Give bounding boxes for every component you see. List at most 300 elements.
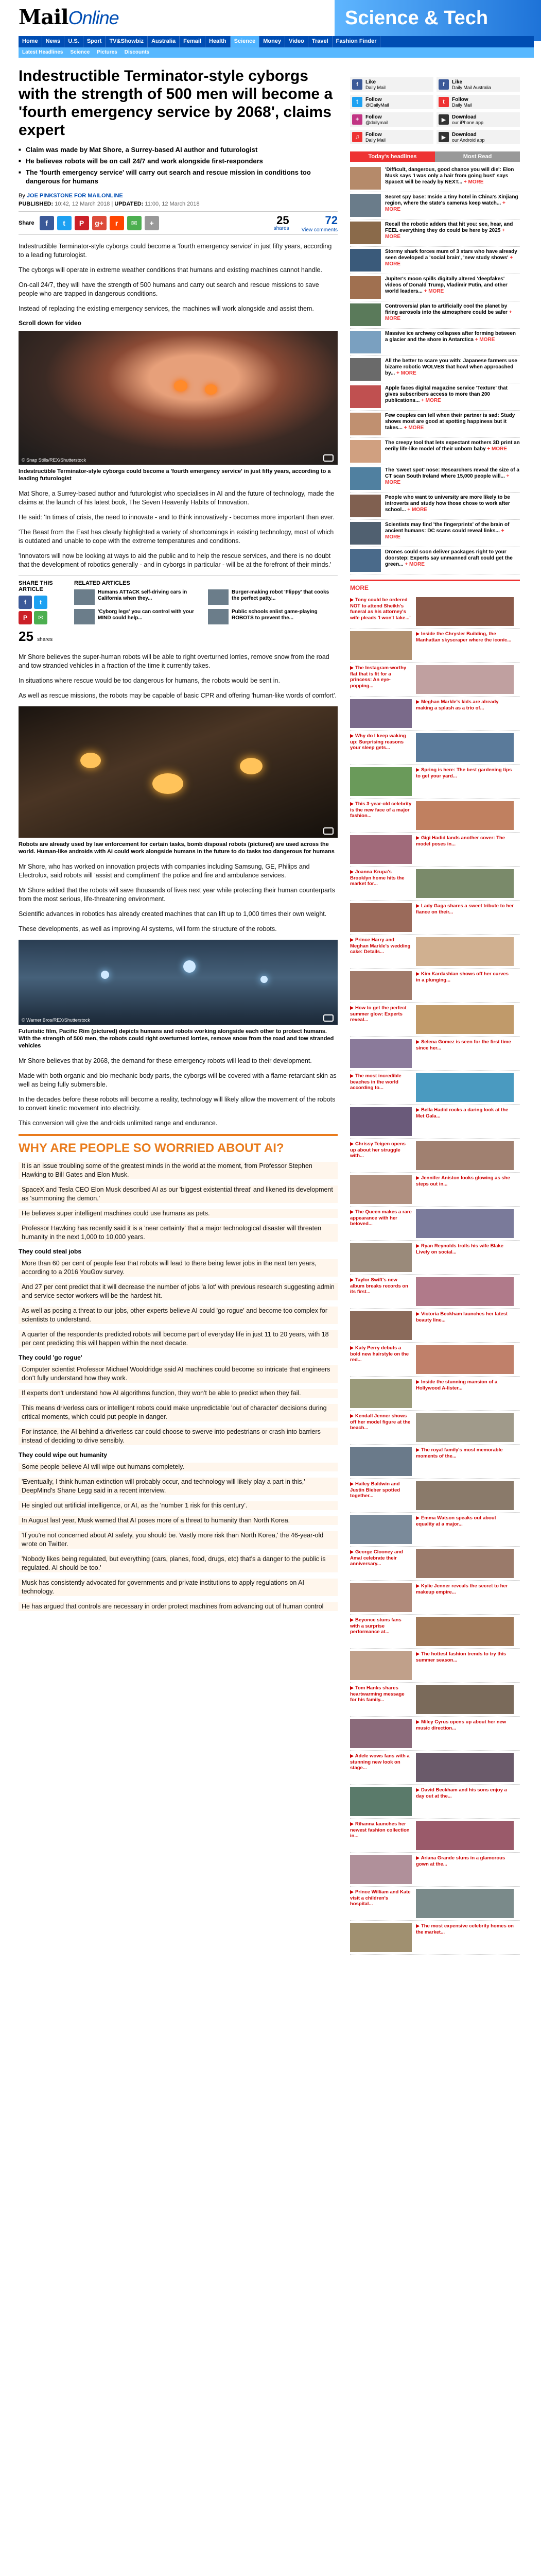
more-item-text[interactable] <box>350 1141 412 1170</box>
social-follow-item[interactable] <box>350 130 433 144</box>
headline-more-link[interactable]: + MORE <box>407 507 427 513</box>
headline-more-link[interactable]: + MORE <box>487 446 507 452</box>
more-item-thumbnail[interactable] <box>416 733 514 762</box>
headline-text[interactable]: People who want to university are more likely to be introverts and study how those chose to work after school... + MORE <box>385 495 510 513</box>
more-item-text[interactable] <box>350 597 412 625</box>
more-item[interactable] <box>350 833 520 867</box>
headline-thumbnail[interactable] <box>350 522 381 545</box>
headline-text[interactable]: Scientists may find 'the fingerprints' of the brain of ancient humans: DC scans could reveal links... + MORE <box>385 522 510 540</box>
social-account: our Android app <box>452 137 485 143</box>
headline-thumbnail[interactable] <box>350 385 381 408</box>
headline-more-link[interactable]: + MORE <box>475 337 495 343</box>
tab-todays-headlines[interactable]: Today's headlines <box>350 151 435 162</box>
share-label: Share <box>19 220 34 226</box>
more-item-title[interactable]: Prince William and Kate visit a children's hospital... <box>350 1889 411 1907</box>
camera-icon[interactable] <box>323 1014 334 1022</box>
more-item-title[interactable]: Ryan Reynolds trolls his wife Blake Lively on social... <box>416 1243 503 1255</box>
more-item-text[interactable] <box>350 1277 412 1306</box>
headline-more-link[interactable]: + MORE <box>385 228 505 240</box>
more-item-thumbnail[interactable] <box>416 1073 514 1102</box>
more-item-text[interactable] <box>350 1617 412 1646</box>
more-item-thumbnail[interactable] <box>416 1821 514 1850</box>
camera-icon[interactable] <box>323 454 334 462</box>
headline-text[interactable]: Drones could soon deliver packages right to your doorstep: Experts say unmanned craft could get the green... + MORE <box>385 549 513 567</box>
more-item-text[interactable] <box>416 767 514 795</box>
more-item[interactable] <box>350 935 520 969</box>
more-item-text[interactable] <box>416 1447 514 1476</box>
headline-thumbnail[interactable] <box>350 167 381 190</box>
share-count-number: 25 <box>276 214 289 227</box>
social-follow-item[interactable] <box>350 77 433 92</box>
subnav-item-latest-headlines[interactable]: Latest Headlines <box>22 49 63 55</box>
headline-item[interactable] <box>350 329 520 356</box>
social-action: Follow <box>452 96 468 103</box>
nav-item-sport[interactable]: Sport <box>83 36 106 47</box>
more-item-text[interactable] <box>350 1889 412 1918</box>
more-item-text[interactable] <box>350 1413 412 1442</box>
more-item[interactable] <box>350 1649 520 1683</box>
author-link[interactable]: JOE PINKSTONE FOR MAILONLINE <box>26 193 123 199</box>
more-item-text[interactable] <box>416 631 514 659</box>
nav-item-travel[interactable]: Travel <box>308 36 333 47</box>
headline-more-link[interactable]: + MORE <box>421 398 441 403</box>
more-item-title[interactable]: Gigi Hadid lands another cover: The model poses in... <box>416 835 505 847</box>
social-follow-item[interactable] <box>437 112 520 127</box>
comment-count[interactable] <box>302 214 338 233</box>
headline-more-link[interactable]: + MORE <box>385 255 513 267</box>
related-article[interactable] <box>74 609 204 624</box>
more-item-thumbnail[interactable] <box>350 835 412 864</box>
more-item[interactable] <box>350 1173 520 1207</box>
headline-text[interactable]: 'Difficult, dangerous, good chance you will die': Elon Musk says 'I was only a hair from going bust' says SpaceX will be ready by NEXT... + MORE <box>385 167 514 185</box>
more-item-thumbnail[interactable] <box>350 1107 412 1136</box>
robots-photo[interactable] <box>19 706 338 838</box>
more-item-thumbnail[interactable] <box>416 1617 514 1646</box>
nav-item-australia[interactable]: Australia <box>148 36 180 47</box>
more-item-title[interactable]: Katy Perry debuts a bold new hairstyle on the red... <box>350 1345 409 1363</box>
more-item[interactable] <box>350 697 520 731</box>
related-article[interactable] <box>208 609 338 624</box>
headline-item[interactable] <box>350 247 520 274</box>
headline-thumbnail[interactable] <box>350 276 381 299</box>
more-item-thumbnail[interactable] <box>350 1583 412 1612</box>
more-item-title[interactable]: Tony could be ordered NOT to attend Sheikh's funeral as his attorney's wife pleads 'I won't take...' <box>350 597 411 621</box>
cyborg-photo[interactable] <box>19 331 338 465</box>
more-item-title[interactable]: Tom Hanks shares heartwarming message for his family... <box>350 1685 405 1703</box>
headline-more-link[interactable]: + MORE <box>405 562 425 567</box>
more-item[interactable] <box>350 629 520 663</box>
more-item-text[interactable] <box>416 1923 514 1952</box>
more-item-text[interactable] <box>416 971 514 999</box>
more-item-title[interactable]: Hailey Baldwin and Justin Bieber spotted together... <box>350 1481 400 1499</box>
more-item-text[interactable] <box>350 1209 412 1238</box>
social-follow-item[interactable] <box>437 95 520 109</box>
more-item[interactable] <box>350 1683 520 1717</box>
photo-credit: © Warner Bros/REX/Shutterstock <box>22 1018 90 1023</box>
headline-text[interactable]: All the better to scare you with: Japanese farmers use bizarre robotic WOLVES that howl when approached by... + MORE <box>385 358 517 376</box>
headline-thumbnail[interactable] <box>350 440 381 463</box>
headline-thumbnail[interactable] <box>350 413 381 435</box>
more-item[interactable] <box>350 595 520 629</box>
nav-item-money[interactable]: Money <box>259 36 285 47</box>
facebook-icon[interactable]: f <box>40 216 54 230</box>
nav-item-u-s-[interactable]: U.S. <box>64 36 83 47</box>
headline-thumbnail[interactable] <box>350 495 381 517</box>
more-item-text[interactable] <box>416 1311 514 1340</box>
more-item-text[interactable] <box>416 1175 514 1204</box>
email-icon[interactable]: ✉ <box>127 216 142 230</box>
more-item-thumbnail[interactable] <box>350 1447 412 1476</box>
more-item-text[interactable] <box>416 1787 514 1816</box>
more-item-title[interactable]: Kim Kardashian shows off her curves in a plunging... <box>416 971 509 983</box>
more-item-thumbnail[interactable] <box>350 1379 412 1408</box>
article-paragraph: This means driverless cars or intelligent robots could make unpredictable 'out of character' decisions during critical moments, which could put people in danger. <box>19 1404 338 1421</box>
more-item-text[interactable] <box>350 869 412 897</box>
more-item-title[interactable]: Spring is here: The best gardening tips to get your yard... <box>416 767 512 779</box>
more-item-title[interactable]: Lady Gaga shares a sweet tribute to her fiance on their... <box>416 903 514 915</box>
camera-icon[interactable] <box>323 827 334 835</box>
related-title[interactable]: Public schools enlist game-playing ROBOTS to prevent the... <box>232 609 318 621</box>
more-item-thumbnail[interactable] <box>350 1651 412 1680</box>
headline-text[interactable]: Stormy shark forces mum of 3 stars who have already seen developed a 'social brain', 'new study shows' + MORE <box>385 249 517 267</box>
headline-text[interactable]: Apple faces digital magazine service 'Texture' that gives subscribers access to more than 200 publications... + MORE <box>385 385 508 403</box>
more-item-thumbnail[interactable] <box>350 1787 412 1816</box>
more-item-text[interactable] <box>416 1583 514 1612</box>
related-title[interactable]: Humans ATTACK self-driving cars in California when they... <box>98 589 187 601</box>
headline-thumbnail[interactable] <box>350 331 381 353</box>
more-item-title[interactable]: Chrissy Teigen opens up about her struggle with... <box>350 1141 406 1159</box>
more-item-thumbnail[interactable] <box>416 1481 514 1510</box>
more-item-thumbnail[interactable] <box>416 1549 514 1578</box>
more-item-text[interactable] <box>350 1549 412 1578</box>
more-item-title[interactable]: Adele wows fans with a stunning new look on stage... <box>350 1753 410 1771</box>
more-item[interactable] <box>350 765 520 799</box>
more-item[interactable] <box>350 1921 520 1955</box>
tab-most-read[interactable]: Most Read <box>435 151 520 162</box>
more-item-text[interactable] <box>416 1719 514 1748</box>
social-text <box>452 97 472 108</box>
article-paragraph: He has argued that controls are necessary in order protect machines from advancing out of human control <box>19 1602 338 1611</box>
more-item-title[interactable]: Inside the stunning mansion of a Hollywood A-lister... <box>416 1379 498 1391</box>
social-follow-item[interactable] <box>350 95 433 109</box>
related-article[interactable] <box>208 589 338 605</box>
more-item-thumbnail[interactable] <box>350 1039 412 1068</box>
more-item-thumbnail[interactable] <box>350 1311 412 1340</box>
more-item-text[interactable] <box>416 1651 514 1680</box>
more-item-thumbnail[interactable] <box>350 903 412 932</box>
nav-item-tv-showbiz[interactable]: TV&Showbiz <box>106 36 148 47</box>
googleplus-icon[interactable]: g+ <box>92 216 107 230</box>
headline-item[interactable] <box>350 493 520 520</box>
more-item-text[interactable] <box>416 1243 514 1272</box>
more-item-title[interactable]: Rihanna launches her newest fashion collection in... <box>350 1821 410 1839</box>
subnav-item-discounts[interactable]: Discounts <box>124 49 150 55</box>
headline-text[interactable]: Secret spy base: Inside a tiny hotel in China's Xinjiang region, where the state's cameras keep watch... + MORE <box>385 194 518 212</box>
more-item-title[interactable]: Jennifer Aniston looks glowing as she steps out in... <box>416 1175 510 1187</box>
more-item[interactable] <box>350 1003 520 1037</box>
more-item-thumbnail[interactable] <box>350 767 412 796</box>
headline-more-link[interactable]: + MORE <box>463 179 484 185</box>
article-paragraph: Instead of replacing the existing emergency services, the machines will work alongside and assist them. <box>19 305 314 312</box>
more-item-thumbnail[interactable] <box>416 869 514 898</box>
more-item-thumbnail[interactable] <box>350 1515 412 1544</box>
related-title[interactable]: Burger-making robot 'Flippy' that cooks the perfect patty... <box>232 589 329 601</box>
more-item-thumbnail[interactable] <box>416 1685 514 1714</box>
email-icon[interactable]: ✉ <box>34 611 47 624</box>
headline-item[interactable] <box>350 383 520 411</box>
masthead <box>0 0 541 67</box>
more-item[interactable] <box>350 731 520 765</box>
facebook-icon[interactable]: f <box>19 596 32 609</box>
more-item-title[interactable]: Joanna Krupa's Brooklyn home hits the market for... <box>350 869 405 887</box>
more-item-title[interactable]: This 3-year-old celebrity is the new face of a major fashion... <box>350 801 412 819</box>
more-item-text[interactable] <box>416 1039 514 1067</box>
more-item-title[interactable]: George Clooney and Amal celebrate their anniversary... <box>350 1549 403 1567</box>
cyborg-eye-right <box>205 384 217 395</box>
more-item-title[interactable]: Beyonce stuns fans with a surprise performance at... <box>350 1617 402 1635</box>
more-item[interactable] <box>350 1275 520 1309</box>
nav-item-home[interactable]: Home <box>19 36 42 47</box>
more-item-text[interactable] <box>350 1753 412 1782</box>
article-paragraph: Some people believe AI will wipe out humans completely. <box>19 1463 338 1471</box>
pacific-rim-photo[interactable] <box>19 940 338 1025</box>
more-item-title[interactable]: The most expensive celebrity homes on the market... <box>416 1923 514 1935</box>
more-share-icon[interactable]: + <box>145 216 159 230</box>
pinterest-icon[interactable]: P <box>75 216 89 230</box>
social-follow-item[interactable] <box>350 112 433 127</box>
more-item-text[interactable] <box>416 835 514 863</box>
headline-item[interactable] <box>350 274 520 301</box>
more-item-title[interactable]: Meghan Markle's kids are already making a splash as a trio of... <box>416 699 499 711</box>
more-item-thumbnail[interactable] <box>416 665 514 694</box>
more-item-thumbnail[interactable] <box>350 1719 412 1748</box>
nav-item-health[interactable]: Health <box>205 36 231 47</box>
more-item-title[interactable]: Miley Cyrus opens up about her new music direction... <box>416 1719 507 1731</box>
more-item[interactable] <box>350 1513 520 1547</box>
more-item[interactable] <box>350 1819 520 1853</box>
related-thumbnail[interactable] <box>74 609 95 624</box>
more-item[interactable] <box>350 1241 520 1275</box>
headline-item[interactable] <box>350 165 520 192</box>
more-item[interactable] <box>350 1853 520 1887</box>
headline-more-link[interactable]: + MORE <box>385 528 504 540</box>
headline-text[interactable]: The creepy tool that lets expectant mothers 3D print an eerily life-like model of their unborn baby + MORE <box>385 440 520 452</box>
more-item-text[interactable] <box>350 1005 412 1033</box>
more-item-thumbnail[interactable] <box>416 1889 514 1918</box>
photo-credit: © Snap Stills/REX/Shutterstock <box>22 457 86 463</box>
headline-thumbnail[interactable] <box>350 549 381 572</box>
related-title[interactable]: 'Cyborg legs' you can control with your MIND could help... <box>98 609 194 621</box>
twitter-icon[interactable]: t <box>57 216 72 230</box>
headline-more-link[interactable]: + MORE <box>404 425 424 431</box>
more-item[interactable] <box>350 1343 520 1377</box>
more-item[interactable] <box>350 1207 520 1241</box>
more-item-text[interactable] <box>350 1345 412 1374</box>
headline-thumbnail[interactable] <box>350 467 381 490</box>
headline-text[interactable]: Recall the robotic adders that hit you: see, hear, and FEEL everything they do could be here by 2025 + MORE <box>385 222 513 240</box>
nav-item-news[interactable]: News <box>42 36 65 47</box>
more-item-title[interactable]: The hottest fashion trends to try this summer season... <box>416 1651 507 1663</box>
article-paragraph: Mr Shore believes the super-human robots will be able to right overturned lorries, remove snow from the road and tow stranded vehicles in a fraction of the time it currently takes. <box>19 653 329 669</box>
related-thumbnail[interactable] <box>208 589 229 605</box>
more-item[interactable] <box>350 1139 520 1173</box>
headline-thumbnail[interactable] <box>350 194 381 217</box>
more-item-thumbnail[interactable] <box>416 597 514 626</box>
headline-more-link[interactable]: + MORE <box>424 289 444 294</box>
more-item[interactable] <box>350 1785 520 1819</box>
more-item-text[interactable] <box>350 733 412 761</box>
headline-text[interactable]: The 'sweet spot' nose: Researchers reveal the size of a CT scan South Ireland where 15,000 people will... + MORE <box>385 467 519 485</box>
headline-thumbnail[interactable] <box>350 249 381 272</box>
more-item-title[interactable]: Bella Hadid rocks a daring look at the Met Gala... <box>416 1107 509 1119</box>
more-item[interactable] <box>350 799 520 833</box>
more-item-thumbnail[interactable] <box>416 801 514 830</box>
related-thumbnail[interactable] <box>74 589 95 605</box>
nav-item-video[interactable]: Video <box>285 36 308 47</box>
more-item[interactable] <box>350 1071 520 1105</box>
more-item[interactable] <box>350 1411 520 1445</box>
more-item-text[interactable] <box>350 1481 412 1510</box>
more-item[interactable] <box>350 1887 520 1921</box>
headline-more-link[interactable]: + MORE <box>385 473 510 485</box>
headline-more-link[interactable]: + MORE <box>385 310 512 321</box>
social-follow-item[interactable] <box>437 77 520 92</box>
headline-text[interactable]: Massive ice archway collapses after forming between a glacier and the shore in Antarctica + MORE <box>385 331 516 343</box>
social-action: Follow <box>365 131 382 138</box>
section-banner: Science & Tech <box>335 0 541 41</box>
more-item-thumbnail[interactable] <box>350 1243 412 1272</box>
more-item-thumbnail[interactable] <box>416 937 514 966</box>
more-item-thumbnail[interactable] <box>416 1209 514 1238</box>
more-item-text[interactable] <box>416 903 514 931</box>
article-body-3 <box>19 653 338 700</box>
more-item-title[interactable]: Selena Gomez is seen for the first time since her... <box>416 1039 511 1051</box>
more-item-thumbnail[interactable] <box>416 1277 514 1306</box>
more-item[interactable] <box>350 1105 520 1139</box>
nav-item-fashion-finder[interactable]: Fashion Finder <box>333 36 381 47</box>
more-item[interactable] <box>350 1717 520 1751</box>
twitter-icon[interactable]: t <box>34 596 47 609</box>
headline-text[interactable]: Controversial plan to artificially cool the planet by firing aerosols into the atmosphere could be safer + MORE <box>385 303 512 321</box>
headline-thumbnail[interactable] <box>350 358 381 381</box>
more-item-title[interactable]: Kylie Jenner reveals the secret to her makeup empire... <box>416 1583 508 1595</box>
more-item-title[interactable]: The Instagram-worthy flat that is fit for a princess: An eye-popping... <box>350 665 407 689</box>
more-item-thumbnail[interactable] <box>350 1923 412 1952</box>
headline-thumbnail[interactable] <box>350 303 381 326</box>
more-item-title[interactable]: How to get the perfect summer glow: Experts reveal... <box>350 1005 407 1023</box>
more-item-thumbnail[interactable] <box>350 699 412 728</box>
view-comments-link[interactable]: View comments <box>301 227 338 233</box>
reddit-icon[interactable]: r <box>110 216 124 230</box>
more-item[interactable] <box>350 1547 520 1581</box>
more-item-text[interactable] <box>416 1107 514 1136</box>
headline-more-link[interactable]: + MORE <box>396 370 416 376</box>
more-item[interactable] <box>350 1615 520 1649</box>
headline-item[interactable] <box>350 465 520 493</box>
more-item[interactable] <box>350 1479 520 1513</box>
more-item-thumbnail[interactable] <box>350 1175 412 1204</box>
headline-item[interactable] <box>350 219 520 247</box>
more-item-title[interactable]: The most incredible beaches in the world according to... <box>350 1073 402 1091</box>
more-item[interactable] <box>350 969 520 1003</box>
headline-item[interactable] <box>350 438 520 465</box>
more-item-text[interactable] <box>350 1685 412 1714</box>
more-item-thumbnail[interactable] <box>416 1413 514 1442</box>
more-item-title[interactable]: The royal family's most memorable moments of the... <box>416 1447 503 1459</box>
more-item-text[interactable] <box>350 1821 412 1850</box>
more-item-title[interactable]: Victoria Beckham launches her latest beauty line... <box>416 1311 508 1323</box>
more-item[interactable] <box>350 1377 520 1411</box>
social-text <box>452 79 491 90</box>
heading-steal-jobs: They could steal jobs <box>19 1248 82 1255</box>
more-item-text[interactable] <box>350 937 412 965</box>
more-item-text[interactable] <box>416 1379 514 1408</box>
related-thumbnail[interactable] <box>208 609 229 624</box>
more-item-title[interactable]: Ariana Grande stuns in a glamorous gown at the... <box>416 1855 505 1867</box>
more-item-title[interactable]: Taylor Swift's new album breaks records on its first... <box>350 1277 408 1295</box>
more-item[interactable] <box>350 1445 520 1479</box>
more-item-text[interactable] <box>416 1855 514 1884</box>
more-item-text[interactable] <box>416 1515 514 1544</box>
more-item-title[interactable]: Emma Watson speaks out about equality at a major... <box>416 1515 496 1527</box>
more-item-thumbnail[interactable] <box>350 971 412 1000</box>
headline-text[interactable]: Few couples can tell when their partner is sad: Study shows most are good at spotting happiness but it takes... + MORE <box>385 413 515 431</box>
more-item[interactable] <box>350 867 520 901</box>
related-article[interactable] <box>74 589 204 605</box>
more-item[interactable] <box>350 1037 520 1071</box>
headline-text[interactable]: Jupiter's moon spills digitally altered 'deepfakes' videos of Donald Trump, Vladimir Putin, and other world leaders... + MORE <box>385 276 508 294</box>
headline-item[interactable] <box>350 356 520 383</box>
more-item-text[interactable] <box>350 1073 412 1101</box>
more-item[interactable] <box>350 1309 520 1343</box>
headline-item[interactable] <box>350 520 520 547</box>
more-item-title[interactable]: David Beckham and his sons enjoy a day out at the... <box>416 1787 507 1799</box>
nav-item-femail[interactable]: Femail <box>180 36 205 47</box>
headline-item[interactable] <box>350 301 520 329</box>
more-item-thumbnail[interactable] <box>350 631 412 660</box>
more-item-title[interactable]: Prince Harry and Meghan Markle's wedding cake: Details... <box>350 937 411 955</box>
more-item-thumbnail[interactable] <box>416 1345 514 1374</box>
more-item[interactable] <box>350 663 520 697</box>
more-item-text[interactable] <box>350 665 412 693</box>
social-follow-item[interactable] <box>437 130 520 144</box>
subnav-item-science[interactable]: Science <box>70 49 90 55</box>
headline-item[interactable] <box>350 411 520 438</box>
more-item-title[interactable]: The Queen makes a rare appearance with her beloved... <box>350 1209 412 1227</box>
headline-item[interactable] <box>350 192 520 219</box>
more-item-thumbnail[interactable] <box>416 1753 514 1782</box>
more-item-thumbnail[interactable] <box>350 1855 412 1884</box>
more-item-thumbnail[interactable] <box>416 1005 514 1034</box>
pinterest-icon[interactable]: P <box>19 611 32 624</box>
more-item-text[interactable] <box>416 699 514 727</box>
headline-item[interactable] <box>350 547 520 574</box>
more-item-title[interactable]: Why do I keep waking up: Surprising reasons your sleep gets... <box>350 733 406 751</box>
more-item[interactable] <box>350 1751 520 1785</box>
headline-more-link[interactable]: + MORE <box>385 200 505 212</box>
more-item-title[interactable]: Kendall Jenner shows off her model figure at the beach... <box>350 1413 411 1431</box>
byline <box>19 193 338 199</box>
subnav-item-pictures[interactable]: Pictures <box>97 49 117 55</box>
more-item[interactable] <box>350 1581 520 1615</box>
headline-thumbnail[interactable] <box>350 222 381 244</box>
site-logo[interactable] <box>19 5 119 29</box>
more-item[interactable] <box>350 901 520 935</box>
nav-item-science[interactable]: Science <box>231 36 260 47</box>
more-item-title[interactable]: Inside the Chrysler Building, the Manhattan skyscraper where the iconic... <box>416 631 512 643</box>
more-item-thumbnail[interactable] <box>416 1141 514 1170</box>
more-item-text[interactable] <box>350 801 412 829</box>
